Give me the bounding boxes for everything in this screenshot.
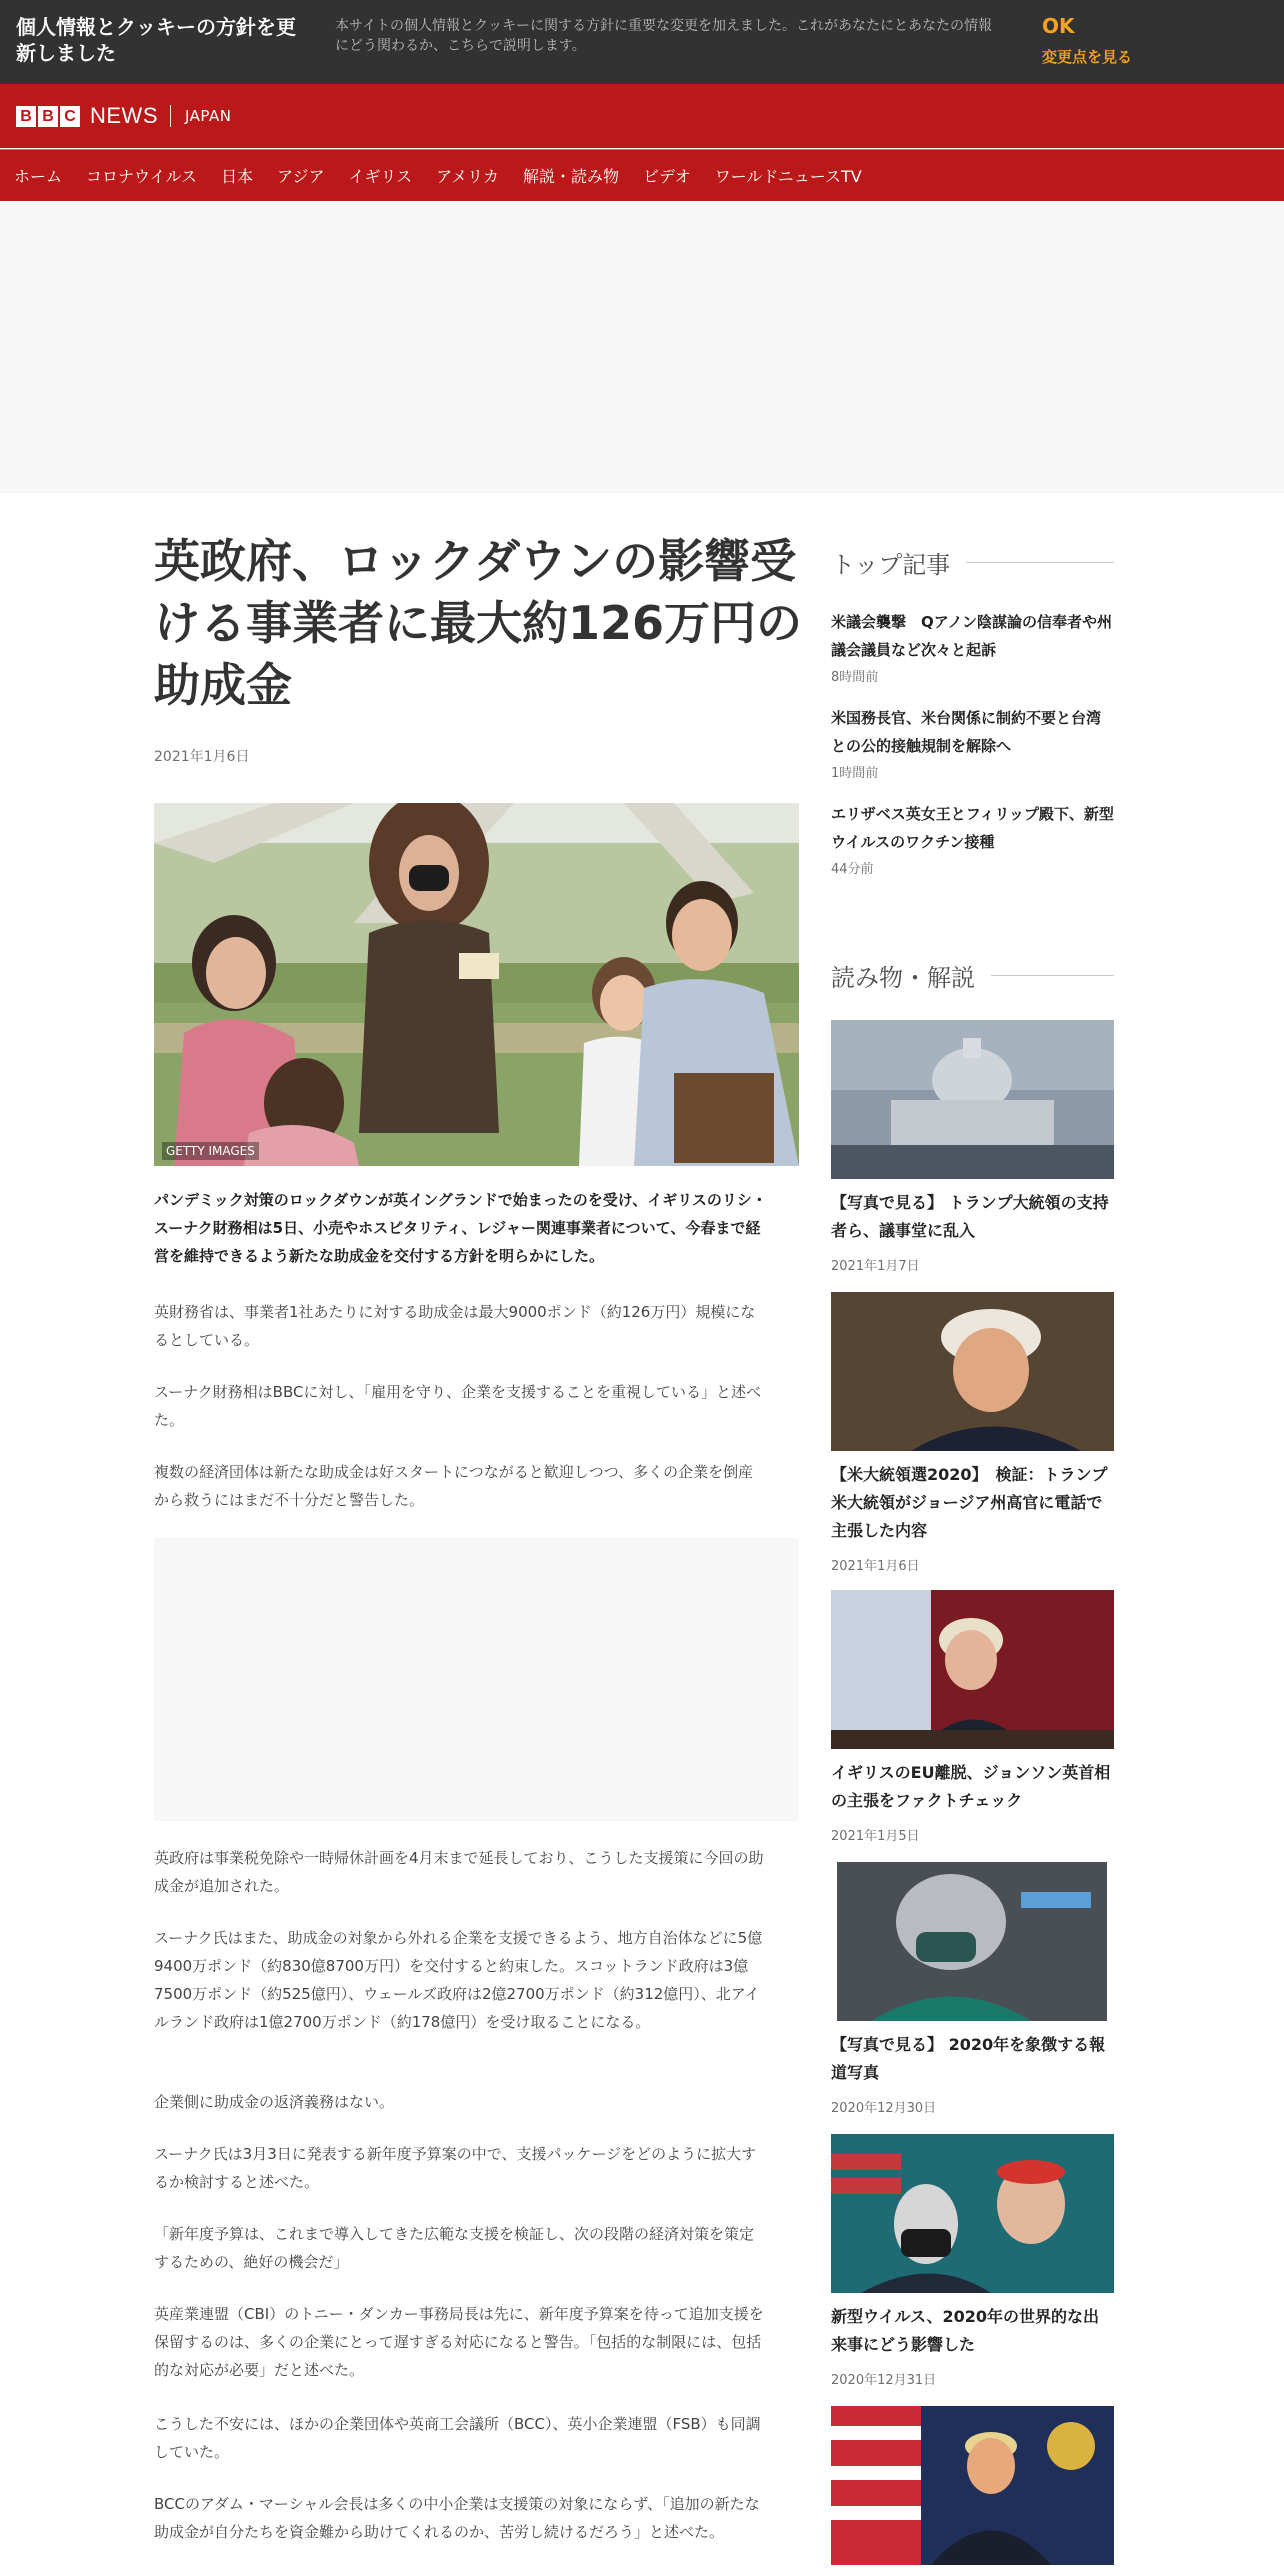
top-story-time: 1時間前: [831, 766, 879, 781]
feature-date: 2021年1月6日: [831, 1559, 920, 1574]
top-story-item[interactable]: [831, 800, 1114, 877]
article-paragraph: スーナク氏は3月3日に発表する新年度予算案の中で、支援パッケージをどのように拡大するか検討すると述べた。: [154, 2145, 757, 2191]
masked-healthcare-worker-photo: [831, 1862, 1114, 2021]
2020-collage-illustration: [831, 2134, 1114, 2293]
feature-thumbnail[interactable]: [831, 2406, 1114, 2565]
trump-photo: [831, 1292, 1114, 1451]
masthead: [0, 84, 1284, 148]
article-paragraph: BCCのアダム・マーシャル会長は多くの中小企業は支援策の対象にならず、「追加の新たな助成金が自分たちを資金難から助けてくれるのか、苦労し続けるだろう」と述べた。: [154, 2495, 760, 2541]
article-hero-image: [154, 803, 799, 1166]
heading-rule: [991, 975, 1114, 976]
feature-title[interactable]: イギリスのEU離脱、ジョンソン英首相の主張をファクトチェック: [831, 1763, 1111, 1810]
top-stories-heading: [831, 545, 1114, 580]
top-stories-heading-text: トップ記事: [831, 551, 951, 579]
nav-item-home[interactable]: ホーム: [14, 167, 63, 186]
logo-letter-c: C: [60, 106, 80, 127]
logo-divider: [170, 105, 171, 127]
article-paragraph: こうした不安には、ほかの企業団体や英商工会議所（BCC）、英小企業連盟（FSB）も同調していた。: [154, 2415, 761, 2461]
logo-news-text: NEWS: [90, 103, 158, 128]
top-story-title[interactable]: 米国務長官、米台関係に制約不要と台湾との公的接触規制を解除へ: [831, 709, 1102, 755]
cookie-see-changes-link[interactable]: 変更点を見る: [1042, 48, 1133, 66]
cookie-banner-text[interactable]: 本サイトの個人情報とクッキーに関する方針に重要な変更を加えました。これがあなたにとあなたの情報にどう関わるか、こちらで説明します。: [335, 18, 993, 54]
trump-podium-photo: [831, 2406, 1114, 2565]
article-quote-paragraph: 「新年度予算は、これまで導入してきた広範な支援を検証し、次の段階の経済対策を策定するための、絶好の機会だ」: [154, 2225, 755, 2271]
features-heading: [831, 958, 1114, 993]
feature-item[interactable]: [831, 1292, 1114, 1574]
feature-date: 2020年12月31日: [831, 2373, 937, 2388]
article-paragraph: 複数の経済団体は新たな助成金は好スタートにつながると歓迎しつつ、多くの企業を倒産から救うにはまだ不十分だと警告した。: [154, 1463, 754, 1509]
feature-date: 2021年1月5日: [831, 1829, 920, 1844]
top-story-time: 44分前: [831, 862, 874, 877]
advertisement-slot-inline: [154, 1538, 799, 1821]
article-paragraph: 企業側に助成金の返済義務はない。: [154, 2093, 395, 2111]
nav-item-features[interactable]: 解説・読み物: [523, 167, 620, 186]
logo-edition-text: JAPAN: [185, 107, 232, 125]
top-story-item[interactable]: [831, 704, 1114, 781]
restaurant-scene-image: [154, 803, 799, 1166]
feature-title[interactable]: 【写真で見る】 2020年を象徴する報道写真: [831, 2035, 1106, 2082]
article-paragraph: 英財務省は、事業者1社あたりに対する助成金は最大9000ポンド（約126万円）規模になるとしている。: [154, 1303, 756, 1349]
article-date: 2021年1月6日: [154, 749, 250, 765]
top-story-title[interactable]: 米議会襲撃 Qアノン陰謀論の信奉者や州議会議員など次々と起訴: [831, 613, 1112, 659]
bbc-news-japan-logo[interactable]: [16, 104, 232, 128]
article-lead-paragraph: パンデミック対策のロックダウンが英イングランドで始まったのを受け、イギリスのリシ・スーナク財務相は5日、小売やホスピタリティ、レジャー関連事業者について、今春まで経営を維持できるよう新たな助成金を交付する方針を明らかにした。: [154, 1191, 767, 1265]
feature-title[interactable]: 【米大統領選2020】 検証：トランプ米大統領がジョージア州高官に電話で主張した内容: [831, 1465, 1108, 1540]
top-story-time: 8時間前: [831, 670, 879, 685]
main-nav: [0, 149, 1284, 201]
feature-item[interactable]: [831, 1020, 1114, 1274]
feature-thumbnail[interactable]: [831, 1292, 1114, 1451]
nav-item-coronavirus[interactable]: コロナウイルス: [86, 167, 198, 186]
feature-thumbnail[interactable]: [831, 1020, 1114, 1179]
feature-title[interactable]: 【写真で見る】 トランプ大統領の支持者ら、議事堂に乱入: [831, 1193, 1109, 1240]
nav-item-video[interactable]: ビデオ: [643, 167, 691, 186]
nav-item-asia[interactable]: アジア: [277, 167, 325, 186]
top-story-item[interactable]: [831, 608, 1114, 685]
capitol-photo: [831, 1020, 1114, 1179]
heading-rule: [966, 562, 1114, 563]
nav-item-japan[interactable]: 日本: [221, 167, 254, 186]
nav-item-us[interactable]: アメリカ: [436, 167, 500, 186]
feature-item[interactable]: [831, 2134, 1114, 2388]
feature-thumbnail[interactable]: [831, 1590, 1114, 1749]
advertisement-slot-top: [0, 201, 1284, 493]
johnson-photo: [831, 1590, 1114, 1749]
feature-thumbnail[interactable]: [831, 2134, 1114, 2293]
article-paragraph: スーナク氏はまた、助成金の対象から外れる企業を支援できるよう、地方自治体などに5億9400万ポンド（約830億8700万円）を交付すると約束した。スコットランド政府は3億7500万ポンド（約525億円）、ウェールズ政府は2億2700万ポンド（約312億円）、北アイルランド政府は1億2700万ポンド（約178億円）を受け取ることになる。: [154, 1929, 763, 2031]
features-heading-text: 読み物・解説: [831, 964, 975, 992]
cookie-banner: [0, 0, 1284, 84]
feature-date: 2020年12月30日: [831, 2101, 937, 2116]
feature-item[interactable]: [831, 1862, 1114, 2116]
nav-item-world-news-tv[interactable]: ワールドニュースTV: [714, 167, 862, 186]
feature-date: 2021年1月7日: [831, 1259, 920, 1274]
feature-item[interactable]: [831, 1590, 1114, 1844]
image-credit: GETTY IMAGES: [162, 1142, 259, 1160]
article-paragraph: 英産業連盟（CBI）のトニー・ダンカー事務局長は先に、新年度予算案を待って追加支援を保留するのは、多くの企業にとって遅すぎる対応になると警告。「包括的な制限には、包括的な対応が必要」だと述べた。: [154, 2305, 764, 2379]
top-story-title[interactable]: エリザベス英女王とフィリップ殿下、新型ウイルスのワクチン接種: [831, 805, 1114, 851]
feature-thumbnail[interactable]: [831, 1862, 1114, 2021]
nav-item-uk[interactable]: イギリス: [348, 167, 413, 186]
logo-letter-b2: B: [38, 106, 58, 127]
logo-letter-b1: B: [16, 106, 36, 127]
article-paragraph: スーナク財務相はBBCに対し、「雇用を守り、企業を支援することを重視している」と述べた。: [154, 1383, 761, 1429]
feature-title[interactable]: 新型ウイルス、2020年の世界的な出来事にどう影響した: [831, 2307, 1100, 2354]
article-paragraph: 英政府は事業税免除や一時帰休計画を4月末まで延長しており、こうした支援策に今回の助成金が追加された。: [154, 1849, 764, 1895]
cookie-ok-button[interactable]: OK: [1042, 14, 1075, 38]
cookie-banner-title: 個人情報とクッキーの方針を更新しました: [16, 15, 296, 65]
feature-item[interactable]: [831, 2406, 1114, 2565]
article-headline: 英政府、ロックダウンの影響受ける事業者に最大約126万円の助成金: [154, 534, 803, 712]
